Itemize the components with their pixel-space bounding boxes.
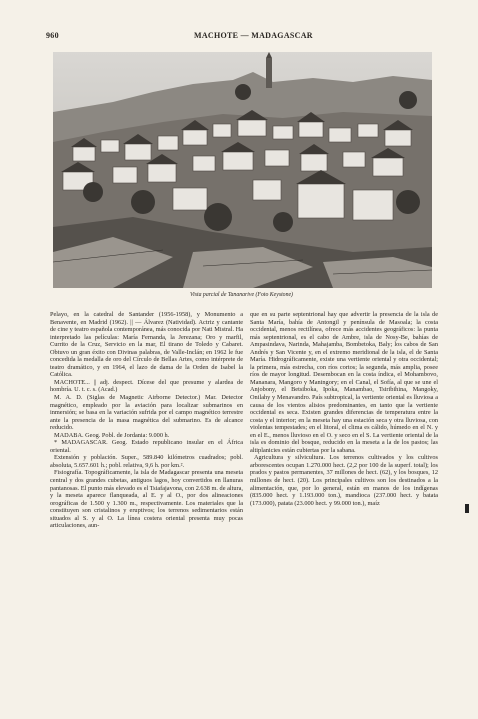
tananarive-photo — [53, 52, 432, 288]
photo-caption: Vista parcial de Tananarive (Foto Keystone) — [190, 292, 293, 298]
entry-machote: MACHOTE... || adj. despect. Dícese del que presume y alardea de hombría. U. t. c. s. (Acad.) — [50, 378, 243, 394]
left-column — [50, 311, 243, 530]
running-title: MACHOTE — MADAGASCAR — [194, 31, 313, 40]
right-column — [250, 311, 438, 507]
entry-madagascar: * MADAGASCAR. Geog. Estado republicano insular en el África oriental. — [50, 439, 243, 454]
entry-madaba: MADABA. Geog. Pobl. de Jordania: 9.000 h. — [54, 431, 170, 439]
paragraph: Pelayo, en la catedral de Santander (1956-1958), y Monumento a Benavente, en Madrid (1962). || — Álvarez (Natividad). Actriz y cantante de cine y teatro española contemporánea, más conocida por Nati Mistral. Ha interpretado las películas: María Fernanda, la Jerezana; Oro y marfil, Currito de la Cruz, Servicio en la mar, El tirano de Toledo y Cabaret. Obtuvo un gran éxito con Divinas palabras, de Valle-Inclán; en 1962 le fue concedida la medalla de oro del Círculo de Bellas Artes, como intérprete de teatro dramático, y en 1964, el lazo de dama de la Orden de Isabel la Católica. — [50, 311, 243, 379]
margin-mark — [465, 504, 469, 513]
section-extension: Extensión y población. Super., 589.840 kilómetros cuadrados; pobl. absoluta, 5.657.601 h.; pobl. relativa, 9,6 h. por km.². — [50, 454, 243, 469]
page-number: 960 — [46, 31, 59, 40]
page-header — [44, 31, 444, 43]
section-agricultura: Agricultura y silvicultura. Los terrenos cultivados y los cultivos arborescentes ocupan 1.270.000 hect. (2,2 por 100 de la superf. total); los prados y pastos permanentes, 37 millones de hect. (62), y los bosques, 12 millones de hect. (20). Los principales cultivos son los destinados a la alimentación, que, por lo general, están en manos de los indígenas (835.000 hect. y 1.193.000 ton.), mandioca (237.000 hect. y batata (173.000), patata (23.000 hect. y 99.000 ton.), maíz — [250, 454, 438, 507]
entry-mad: M. A. D. (Siglas de Magnetic Airborne Detector.) Mar. Detector magnético, empleado por la aviación para localizar submarinos en inmersión; se basa en la variación sufrida por el campo magnético terrestre ante la presencia de la masa magnética del submarino. Es de alcance reducido. — [50, 394, 243, 432]
section-fisiografia: Fisiografía. Topográficamente, la isla de Madagascar presenta una meseta central y dos grandes cubetas, antiguos lagos, hoy convertidos en llanuras pantanosas. El punto más elevado es el Tsiafajavona, con 2.638 m. de altura, y la meseta aparece flanqueada, al E. y al O., por dos alineaciones orográficas de 1.500 y 1.300 m., respectivamente. Los materiales que la constituyen son cristalinos y eruptivos; los terrenos sedimentarios están situados al S. y al O. La línea costera oriental presenta muy pocas articulaciones, aun- — [50, 469, 243, 530]
paragraph: que en su parte septentrional hay que advertir la presencia de la isla de Santa María, bahía de Antongil y península de Masoala; la costa occidental, menos rectilínea, ofrece más accidentes geográficos: la punta más septentrional, es el cabo de Ambre, isla de Nosy-Be, bahías de Ampasindava, Narinda, Mahajamba, Bombetoka, Baly; los cabos de San Andrés y San Vicente y, en el extremo meridional de la isla, el de Santa María. Hidrográficamente, existe una vertiente oriental y otra occidental; la primera, más estrecha, con ríos cortos; la segunda, más amplia, posee ríos de mayor longitud. Desembocan en la costa índica, el Mohambovo, Mananara, Mangoro y Maningory; en el Canal, el Sofía, al que se une el Anjobony, el Betsiboka, Ipoka, Manambao, Tsiribihina, Mangoky, Onilahy y Menavandro. País subtropical, la vertiente oriental es lluviosa a causa de los vientos alisios predominantes, en tanto que la vertiente occidental es seca. Existen grandes diferencias de temperatura entre la costa y el interior; en la meseta hay una estación seca y otra lluviosa, con violentas tempestades; en el litoral, el clima es cálido, húmedo en el N. y en el E., menos lluvioso en el O. y seco en el S. La vertiente oriental de la isla es dominio del bosque, reducido en la meseta a la de los pastos; las altiplanicies están cubiertas por la sabana. — [250, 311, 438, 454]
